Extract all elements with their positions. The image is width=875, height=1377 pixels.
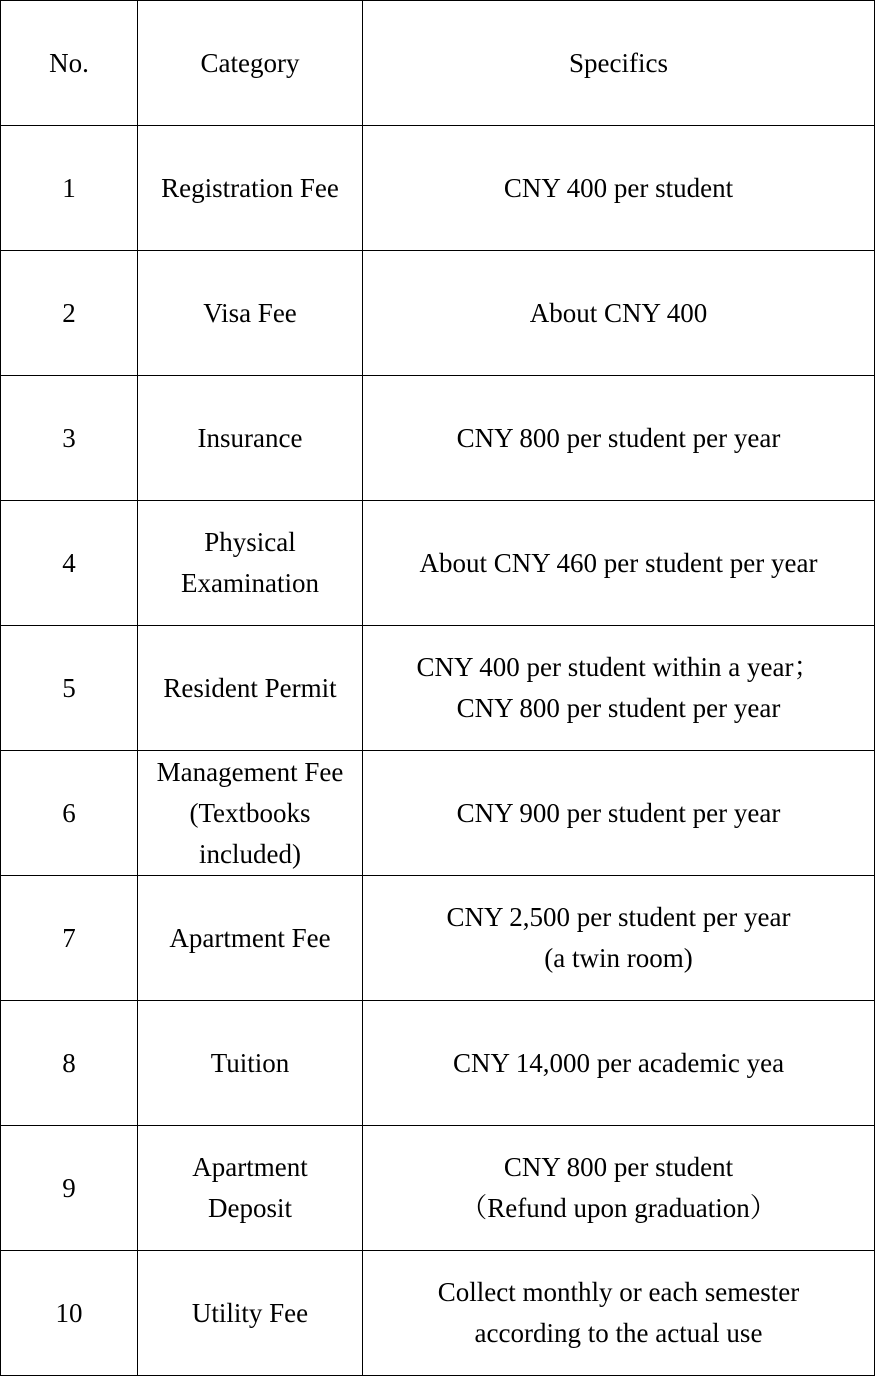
- category-line: Tuition: [210, 1047, 290, 1078]
- specifics-line: CNY 14,000 per academic yea: [452, 1047, 785, 1078]
- row-category: [138, 501, 363, 626]
- row-specifics: [363, 751, 875, 876]
- row-specifics: [363, 1001, 875, 1126]
- row-category: [138, 1001, 363, 1126]
- specifics-line: according to the actual use: [474, 1318, 763, 1348]
- row-category: [138, 251, 363, 376]
- row-number: 7: [1, 876, 138, 1001]
- row-number: 1: [1, 126, 138, 251]
- row-number: 9: [1, 1126, 138, 1251]
- specifics-line: CNY 2,500 per student per year: [446, 902, 791, 932]
- category-line: Deposit: [208, 1193, 292, 1223]
- category-line: included): [199, 838, 301, 869]
- category-line: Utility Fee: [191, 1297, 309, 1328]
- table-body: [1, 126, 875, 1376]
- table-header-row: [1, 1, 875, 126]
- specifics-line: CNY 400 per student: [503, 172, 734, 203]
- table-row: [1, 626, 875, 751]
- row-specifics: [363, 626, 875, 751]
- row-category: [138, 376, 363, 501]
- row-specifics: [363, 876, 875, 1001]
- header-no: No.: [1, 1, 138, 126]
- header-specifics: Specifics: [363, 1, 875, 126]
- category-line: Apartment Fee: [169, 922, 331, 953]
- row-category: [138, 751, 363, 876]
- specifics-line: About CNY 400: [529, 297, 708, 328]
- category-line: Visa Fee: [203, 297, 297, 328]
- row-category: [138, 126, 363, 251]
- specifics-line: CNY 800 per student per year: [456, 693, 781, 723]
- category-line: Physical: [204, 527, 296, 557]
- row-category: [138, 876, 363, 1001]
- header-category: Category: [138, 1, 363, 126]
- category-line: (Textbooks: [189, 797, 311, 828]
- specifics-line: CNY 900 per student per year: [456, 797, 781, 828]
- table-row: [1, 1001, 875, 1126]
- table-row: [1, 1126, 875, 1251]
- row-specifics: [363, 1251, 875, 1376]
- table-row: [1, 376, 875, 501]
- table-row: [1, 251, 875, 376]
- table-row: [1, 751, 875, 876]
- row-number: 8: [1, 1001, 138, 1126]
- row-specifics: [363, 501, 875, 626]
- category-line: Management Fee: [156, 756, 344, 787]
- row-category: [138, 1126, 363, 1251]
- category-line: Apartment: [192, 1152, 308, 1182]
- specifics-line: About CNY 460 per student per year: [419, 547, 818, 578]
- table-row: [1, 126, 875, 251]
- category-line: Registration Fee: [161, 172, 339, 203]
- row-specifics: [363, 126, 875, 251]
- row-number: 5: [1, 626, 138, 751]
- table-row: [1, 1251, 875, 1376]
- row-specifics: [363, 376, 875, 501]
- specifics-line: CNY 800 per student per year: [456, 422, 781, 453]
- table-row: [1, 501, 875, 626]
- specifics-line: （Refund upon graduation）: [460, 1193, 777, 1223]
- row-category: [138, 1251, 363, 1376]
- row-category: [138, 626, 363, 751]
- row-specifics: [363, 251, 875, 376]
- table-row: [1, 876, 875, 1001]
- row-number: 10: [1, 1251, 138, 1376]
- category-line: Resident Permit: [163, 672, 337, 703]
- row-number: 3: [1, 376, 138, 501]
- category-line: Insurance: [197, 422, 303, 453]
- specifics-line: CNY 800 per student: [503, 1152, 734, 1182]
- row-specifics: [363, 1126, 875, 1251]
- specifics-line: Collect monthly or each semester: [437, 1277, 800, 1307]
- specifics-line: (a twin room): [544, 943, 693, 973]
- row-number: 2: [1, 251, 138, 376]
- row-number: 4: [1, 501, 138, 626]
- category-line: Examination: [181, 568, 319, 598]
- row-number: 6: [1, 751, 138, 876]
- specifics-line: CNY 400 per student within a year；: [416, 652, 821, 682]
